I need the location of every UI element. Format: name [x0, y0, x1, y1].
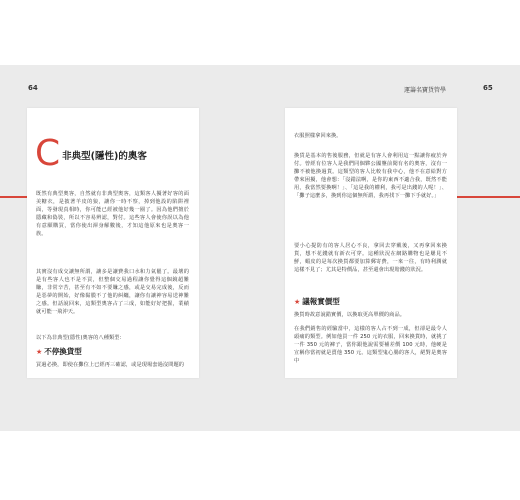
paragraph: 換貨時故意說錯實價，以換取更高單價的商品。	[294, 312, 406, 318]
section-heading	[294, 296, 447, 307]
left-body-3	[36, 334, 189, 369]
chapter-letter: C	[35, 133, 60, 174]
chapter-title: 非典型(隱性)的奧客	[62, 151, 147, 162]
left-body-1	[36, 190, 189, 238]
star-icon: ★	[294, 297, 301, 306]
right-body-4	[294, 292, 447, 365]
paragraph: 衣服照樣拿回來換。	[294, 133, 342, 139]
left-page	[27, 108, 199, 378]
chapter-heading	[35, 133, 147, 174]
paragraph: 以下為非典型(隱性)奧客的八種類型：	[36, 335, 125, 341]
left-accent-line	[0, 196, 27, 198]
section-heading	[36, 346, 189, 357]
right-body-2	[294, 152, 447, 200]
paragraph: 換貨是基本的售後服務，但就是有客人會利用這一點讓你疲於奔付。曾經有位客人是我們同個夥公國壟前聞有名的奧客，沒有一攤不被他換過貨。這類型的客人比較有我中心，他不在意給對方帶來困擾，他會想：「沒錯法啊，是你的東西不適合我，既然不能用，我當然要換啊！」、「這是我的權利，我可是出錢的人呢！」、「攤子這麼多，換到你這個無所謂，我再找下一攤下手就好。」	[294, 153, 447, 199]
right-body-3	[294, 242, 447, 274]
right-accent-line	[457, 196, 520, 198]
paragraph: 在我們銷售的經驗當中，這樣的客人占不到一成，但卻是最令人頭痛的類型。例如他買一件 250 元的衣服，回來換貨時，就挑了一件 350 元的褲子，當你跟他說需要補差價 100 元時，他硬是宣稱你當初就是賣他 350 元。這類型鬼心腸的客人，絕對是奧客中	[294, 326, 447, 364]
right-page	[285, 108, 457, 378]
folio-right: 65	[483, 84, 493, 92]
paragraph: 要小心提防有的客人居心不良，拿回去穿戴後，又再拿回來換貨，想不花錢就有新衣可穿。這種狀況在網路購物也是屢見不鮮，蝦皮的是每次換貨都要加算郵寄費，一來一往，有時利潤就這樣不見了；尤其是特價品，甚至還會出現賠錢的狀況。	[294, 243, 447, 273]
paragraph: 其實沒有成交讓無所謂，讓多是讓費我口水和力氣罷了。最壞的是有些客人也不是不買，但整個交易過程讓你覺得這個鏡超難賺，非常辛苦，甚至有不如不要賺之感，或是交易完成後，反而是惡夢的開始，好像黏膜不了他的糾纏，讓你有讓神容易送神難之感。但話說回來，這類型奧客占了三成，如能好好把握，業績就可能一飛沖天。	[36, 269, 189, 315]
paragraph: 買過必換，即使在攤位上已經再三確認，或是現場套過沒問題的	[36, 362, 185, 368]
section-title: 不停換貨型	[44, 347, 82, 356]
running-head: 運籌名寶貨管學	[404, 87, 447, 94]
folio-left: 64	[28, 84, 38, 92]
paragraph: 既然有典型奧客，自然就有非典型奧客，這類客人擾著好客的面美糖衣，是披著羊皮的狼，讓你一時不察，掉到他設的陷阱裡面，等發現真相時，你可能已經被他好幾一圈了。因為他們擅於隱藏和偽裝，所以不容易辨認，對付。這些客人會使你誤以為他有意願購買，當你使出渾身解數後，才知這他原來也是奧客一族。	[36, 191, 189, 237]
right-body-1	[294, 132, 447, 140]
section-title: 議報實價型	[302, 297, 340, 306]
left-body-2	[36, 268, 189, 316]
star-icon: ★	[36, 347, 43, 356]
